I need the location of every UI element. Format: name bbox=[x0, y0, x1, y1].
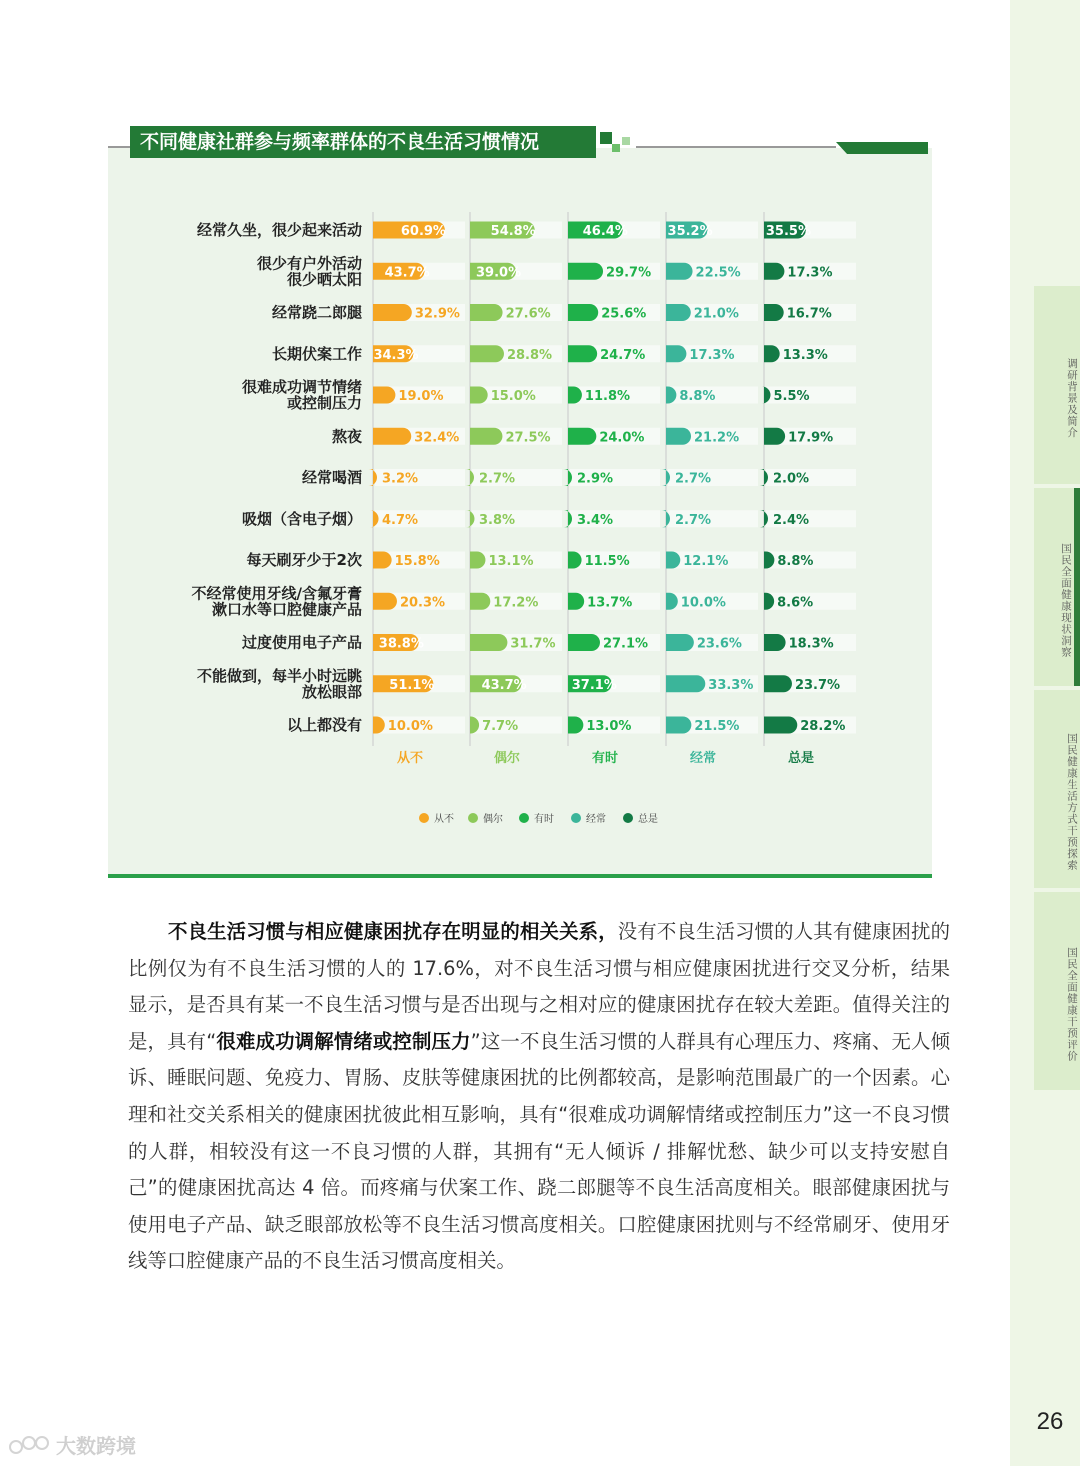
bar-value-label: 17.3% bbox=[787, 265, 833, 281]
bar bbox=[764, 263, 784, 280]
bar bbox=[373, 593, 397, 610]
bar-value-label: 24.7% bbox=[600, 347, 646, 363]
row-label bbox=[242, 378, 362, 412]
bar-value-label: 33.3% bbox=[708, 677, 754, 693]
bar-value-label: 17.3% bbox=[689, 347, 735, 363]
bar-value-label: 11.8% bbox=[584, 389, 631, 404]
row-label bbox=[287, 716, 362, 734]
title-decoration-square bbox=[622, 137, 630, 145]
bar-value-label: 16.7% bbox=[786, 306, 832, 322]
bar-value-label: 28.8% bbox=[506, 347, 553, 363]
bar-value-label: 5.5% bbox=[773, 389, 810, 404]
row-label-line: 吸烟（含电子烟） bbox=[241, 509, 362, 528]
bar-value-label: 8.6% bbox=[777, 595, 814, 611]
bar bbox=[373, 304, 412, 321]
bar-value-label: 10.0% bbox=[387, 719, 433, 734]
body-mid-bold: 很难成功调解情绪或控制压力 bbox=[216, 1029, 471, 1053]
row-label-line: 很少晒太阳 bbox=[286, 270, 362, 289]
bar-value-label: 13.0% bbox=[586, 719, 632, 734]
bar bbox=[764, 428, 785, 445]
bar-value-label: 3.8% bbox=[479, 512, 516, 528]
bar-value-label: 23.7% bbox=[794, 677, 841, 693]
bar-value-label: 8.8% bbox=[679, 389, 716, 404]
bar bbox=[666, 304, 691, 321]
bar-value-label: 54.8% bbox=[490, 224, 536, 239]
bar-value-label: 13.7% bbox=[587, 595, 633, 611]
bar-value-label: 32.4% bbox=[414, 430, 460, 446]
bar-value-label: 21.2% bbox=[694, 430, 740, 446]
bar-value-label: 19.0% bbox=[398, 389, 444, 404]
side-tab-status[interactable] bbox=[1034, 488, 1080, 686]
side-tab-label: 调研背景及简介 bbox=[1066, 357, 1078, 439]
bar bbox=[568, 634, 600, 651]
row-label-line: 长期伏案工作 bbox=[271, 344, 362, 363]
bar-value-label: 29.7% bbox=[606, 265, 652, 281]
bar-value-label: 24.0% bbox=[599, 430, 645, 446]
bar-value-label: 2.0% bbox=[773, 471, 810, 487]
bar bbox=[764, 717, 797, 734]
bar-value-label: 20.3% bbox=[399, 595, 446, 611]
legend-swatch bbox=[419, 813, 429, 823]
row-label-line: 经常跷二郎腿 bbox=[271, 303, 362, 322]
bar-value-label: 27.5% bbox=[505, 430, 551, 446]
row-label-line: 或控制压力 bbox=[286, 394, 362, 412]
bar-value-label: 43.7% bbox=[384, 265, 430, 281]
bar-value-label: 3.2% bbox=[382, 471, 419, 487]
body-text-part2: ”这一不良生活习惯的人群具有心理压力、疼痛、无人倾诉、睡眠问题、免疫力、胃肠、皮肤等健康困扰的比例都较高，是影响范围最广的一个因素。心理和社交关系相关的健康困扰彼此相互影响，具有“很难成功调解情绪或控制压力”这一不良习惯的人群，相较没有这一不良习惯的人群，其拥有“无人倾诉 / 排解忧愁、缺少可以支持安慰自己”的健康困扰高达 4 倍。而疼痛与伏案工作、跷二郎腿等不良生活高度相关。眼部健康困扰与使用电子产品、缺乏眼部放松等不良生活习惯高度相关。口腔健康困扰则与不经常刷牙、使用牙线等口腔健康产品的不良生活习惯高度相关。 bbox=[128, 1029, 950, 1273]
bar-value-label: 17.2% bbox=[493, 595, 539, 611]
title-decoration-square bbox=[600, 132, 612, 144]
legend-swatch bbox=[519, 813, 529, 823]
bar bbox=[470, 634, 507, 651]
bar bbox=[666, 428, 691, 445]
row-label-line: 每天刷牙少于2次 bbox=[246, 551, 362, 569]
bar-value-label: 38.8% bbox=[378, 636, 424, 652]
side-tab-label: 国民健康生活方式干预探索 bbox=[1066, 733, 1078, 871]
bar-value-label: 12.1% bbox=[683, 554, 729, 569]
row-label bbox=[241, 634, 362, 652]
row-label-line: 很难成功调节情绪 bbox=[241, 378, 362, 396]
bar-value-label: 23.6% bbox=[696, 636, 742, 652]
side-tab-evaluation[interactable] bbox=[1034, 892, 1080, 1090]
row-label bbox=[197, 667, 362, 701]
bar bbox=[470, 387, 488, 404]
bar-value-label: 8.8% bbox=[777, 554, 814, 569]
legend-label: 总是 bbox=[638, 814, 658, 825]
bar bbox=[764, 675, 792, 692]
bar bbox=[764, 304, 784, 321]
bar bbox=[568, 263, 603, 280]
chart bbox=[108, 148, 932, 878]
watermark-logo-icon bbox=[8, 1433, 52, 1457]
bar-value-label: 7.7% bbox=[482, 719, 519, 734]
column-label: 偶尔 bbox=[494, 751, 521, 766]
legend-label: 从不 bbox=[434, 814, 454, 825]
bar-value-label: 11.5% bbox=[584, 554, 630, 569]
column-label: 总是 bbox=[788, 751, 815, 766]
side-tab-intervention[interactable] bbox=[1034, 690, 1080, 888]
page-number: 26 bbox=[1036, 1408, 1064, 1435]
bar-value-label: 37.1% bbox=[571, 677, 617, 693]
row-label-line: 以上都没有 bbox=[286, 716, 362, 734]
bar bbox=[666, 675, 705, 692]
bar-value-label: 2.7% bbox=[675, 471, 712, 487]
watermark-text: 大数跨境 bbox=[56, 1434, 136, 1458]
row-label-line: 不能做到，每半小时远眺 bbox=[196, 666, 362, 685]
legend-label: 有时 bbox=[534, 814, 554, 825]
bar bbox=[373, 552, 392, 569]
legend-swatch bbox=[623, 813, 633, 823]
bar bbox=[764, 634, 786, 651]
column-label: 经常 bbox=[690, 751, 717, 766]
bar-value-label: 43.7% bbox=[481, 677, 527, 693]
watermark bbox=[8, 1430, 136, 1459]
bar bbox=[666, 634, 694, 651]
bar bbox=[568, 428, 596, 445]
row-label bbox=[332, 427, 363, 445]
bar-value-label: 2.7% bbox=[675, 512, 712, 528]
row-label bbox=[272, 345, 362, 363]
bar-value-label: 15.0% bbox=[490, 389, 536, 404]
row-label bbox=[257, 254, 362, 288]
bar-value-label: 22.5% bbox=[695, 265, 741, 281]
bar-value-label: 46.4% bbox=[582, 224, 628, 239]
bar-value-label: 2.9% bbox=[577, 471, 614, 487]
bar bbox=[666, 345, 686, 362]
bar-value-label: 13.1% bbox=[488, 554, 534, 569]
bar bbox=[373, 428, 411, 445]
row-label-line: 熬夜 bbox=[331, 427, 362, 446]
bar-value-label: 28.2% bbox=[800, 719, 846, 734]
row-label bbox=[247, 551, 362, 569]
bar bbox=[666, 717, 691, 734]
row-label-line: 漱口水等口腔健康产品 bbox=[211, 600, 362, 619]
row-label bbox=[197, 221, 362, 240]
side-tab-label: 国民全面健康现状洞察 bbox=[1060, 542, 1072, 658]
bar-value-label: 60.9% bbox=[400, 224, 446, 239]
bar-value-label: 15.8% bbox=[394, 554, 440, 569]
bar-value-label: 32.9% bbox=[414, 306, 460, 322]
side-nav bbox=[1010, 0, 1080, 1466]
bar-value-label: 17.9% bbox=[788, 430, 834, 446]
side-tab-label: 国民全面健康干预评价 bbox=[1066, 946, 1078, 1062]
bar-value-label: 2.7% bbox=[479, 471, 516, 487]
bar-value-label: 27.6% bbox=[505, 306, 551, 322]
row-label-line: 很少有户外活动 bbox=[256, 254, 362, 273]
bar-value-label: 27.1% bbox=[602, 636, 649, 652]
legend-label: 偶尔 bbox=[483, 814, 503, 825]
column-label: 有时 bbox=[592, 751, 619, 766]
bar-value-label: 35.2% bbox=[667, 224, 713, 239]
bar bbox=[470, 345, 504, 362]
bar-value-label: 51.1% bbox=[389, 677, 435, 693]
bar bbox=[470, 304, 503, 321]
body-text-part1: 没有不良生活习惯的人其有健康困扰的比例仅为有不良生活习惯的人的 17.6%，对不良生活习惯与相应健康困扰进行交叉分析，结果显示，是否具有某一不良生活习惯与是否出现与之相对应的健康困扰存在较大差距。值得关注的是，具有“ bbox=[128, 920, 951, 1053]
legend-swatch bbox=[571, 813, 581, 823]
row-label bbox=[242, 510, 362, 528]
bar-value-label: 21.0% bbox=[693, 306, 739, 322]
bar bbox=[666, 263, 693, 280]
bar bbox=[568, 304, 598, 321]
chart-title: 不同健康社群参与频率群体的不良生活习惯情况 bbox=[130, 126, 596, 158]
bar-value-label: 2.4% bbox=[773, 512, 810, 528]
row-label-line: 不经常使用牙线/含氟牙膏 bbox=[191, 584, 362, 603]
bar-value-label: 3.4% bbox=[577, 512, 614, 528]
bar bbox=[568, 345, 597, 362]
row-label-line: 经常久坐，很少起来活动 bbox=[196, 221, 362, 239]
side-tab-intro[interactable] bbox=[1034, 286, 1080, 484]
legend-swatch bbox=[468, 813, 478, 823]
row-label bbox=[272, 304, 362, 322]
bar-value-label: 34.3% bbox=[373, 347, 419, 363]
bar-value-label: 10.0% bbox=[680, 595, 726, 611]
row-label-line: 放松眼部 bbox=[301, 682, 362, 701]
bar-value-label: 13.3% bbox=[782, 347, 828, 363]
legend-label: 经常 bbox=[586, 814, 606, 825]
row-label-line: 过度使用电子产品 bbox=[241, 633, 362, 652]
bar bbox=[470, 593, 490, 610]
bar-value-label: 18.3% bbox=[788, 636, 834, 652]
bar-value-label: 21.5% bbox=[694, 719, 740, 734]
column-label: 从不 bbox=[397, 751, 424, 766]
body-paragraph bbox=[128, 914, 950, 1280]
body-lead-bold: 不良生活习惯与相应健康困扰存在明显的相关关系， bbox=[168, 920, 618, 943]
bar-value-label: 39.0% bbox=[476, 265, 522, 281]
row-label bbox=[302, 469, 362, 487]
bar-value-label: 4.7% bbox=[382, 512, 419, 528]
row-label-line: 经常喝酒 bbox=[301, 468, 362, 487]
bar-value-label: 25.6% bbox=[601, 306, 647, 322]
bar bbox=[470, 428, 502, 445]
bar bbox=[373, 387, 395, 404]
bar-value-label: 35.5% bbox=[765, 224, 811, 239]
row-label bbox=[192, 584, 362, 618]
bar-value-label: 31.7% bbox=[510, 636, 556, 652]
